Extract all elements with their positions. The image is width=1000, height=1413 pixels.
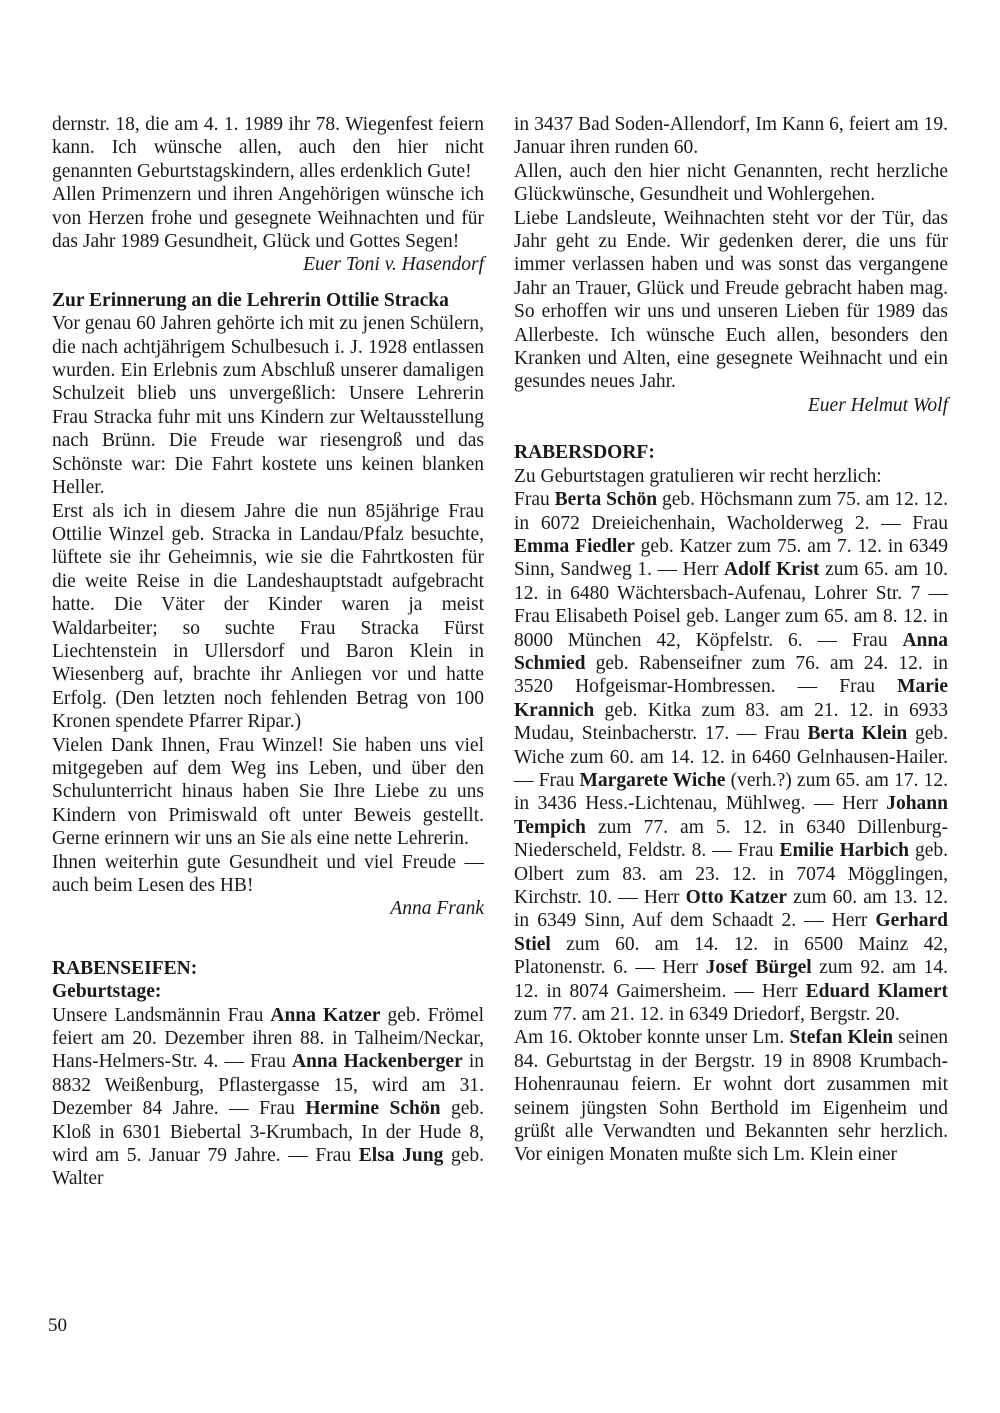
birthday-list: Frau Berta Schön geb. Höchsmann zum 75. am 12. 12. in 6072 Dreieichenhain, Wacholderweg 2. — Frau Emma Fiedler geb. Katzer zum 75. am 7. 12. in 6349 Sinn, Sandweg 1. — Herr Adolf Krist zum 65. am 10. 12. in 6480 Wächtersbach-Aufenau, Lohrer Str. 7 — Frau Elisabeth Poisel geb. Langer zum 65. am 8. 12. in 8000 München 42, Köpfelstr. 6. — Frau Anna Schmied geb. Rabenseifner zum 76. am 24. 12. in 3520 Hofgeismar-Hombressen. — Frau Marie Krannich geb. Kitka zum 83. am 21. 12. in 6933 Mudau, Steinbacherstr. 17. — Frau Berta Klein geb. Wiche zum 60. am 14. 12. in 6460 Gelnhausen-Hailer. — Frau Margarete Wiche (verh.?) zum 65. am 17. 12. in 3436 Hess.-Lichtenau, Mühlweg. — Herr Johann Tempich zum 77. am 5. 12. in 6340 Dillenburg-Niederscheld, Feldstr. 8. — Frau Emilie Harbich geb. Olbert zum 83. am 23. 12. in 7074 Mögglingen, Kirchstr. 10. — Herr Otto Katzer zum 60. am 13. 12. in 6349 Sinn, Auf dem Schaadt 2. — Herr Gerhard Stiel zum 60. am 14. 12. in 6500 Mainz 42, Platonenstr. 6. — Herr Josef Bürgel zum 92. am 14. 12. in 8074 Gaimersheim. — Herr Eduard Klamert zum 77. am 21. 12. in 6349 Driedorf, Bergstr. 20. [514, 489, 949, 1026]
paragraph: Allen, auch den hier nicht Genannten, recht herzliche Glückwünsche, Gesundheit und Wohlergehen. [514, 160, 948, 206]
paragraph: Vielen Dank Ihnen, Frau Winzel! Sie haben uns viel mitgegeben auf dem Weg ins Leben, und über den Schulunterricht hinaus haben Sie Ihre Liebe zu uns Kindern von Primiswald oft unter Beweis gestellt. Gerne erinnern wir uns an Sie als eine nette Lehrerin. [52, 734, 484, 850]
subheading: Geburtstage: [52, 981, 162, 1003]
signature: Euer Helmut Wolf [807, 394, 948, 416]
paragraph: Allen Primenzern und ihren Angehörigen wünsche ich von Herzen frohe und gesegnete Weihnachten und für das Jahr 1989 Gesundheit, Glück und Gottes Segen! [52, 184, 484, 253]
paragraph: Erst als ich in diesem Jahre die nun 85jährige Frau Ottilie Winzel geb. Stracka in Landau/Pfalz besuchte, lüftete sie ihr Geheimnis, wie sie die Fahrtkosten für die weite Reise in die Landeshauptstadt aufgebracht hatte. Die Väter der Kinder waren ja meist Waldarbeiter; so suchte Frau Stracka Fürst Liechtenstein in Ullersdorf und Baron Klein in Wiesenberg auf, brachte ihr Anliegen vor und hatte Erfolg. (Den letzten noch fehlenden Betrag von 100 Kronen spendete Pfarrer Ripar.) [52, 500, 484, 733]
paragraph: dernstr. 18, die am 4. 1. 1989 ihr 78. Wiegenfest feiern kann. Ich wünsche allen, auch den hier nicht genannten Geburtstagskindern, alles erdenklich Gute! [52, 114, 484, 182]
left-column [52, 113, 484, 1191]
right-column [514, 113, 948, 1167]
page-number: 50 [48, 1315, 67, 1336]
birthday-paragraph: Unsere Landsmännin Frau Anna Katzer geb. Frömel feiert am 20. Dezember ihren 88. in Talheim/Neckar, Hans-Helmers-Str. 4. — Frau Anna Hackenberger in 8832 Weißenburg, Pflastergasse 15, wird am 31. Dezember 84 Jahre. — Frau Hermine Schön geb. Kloß in 6301 Biebertal 3-Krumbach, In der Hude 8, wird am 5. Januar 79 Jahre. — Frau Elsa Jung geb. Walter [52, 1004, 485, 1190]
paragraph: Vor genau 60 Jahren gehörte ich mit zu jenen Schülern, die nach achtjährigem Schulbesuch i. J. 1928 entlassen wurden. Ein Erlebnis zum Abschluß unserer damaligen Schulzeit blieb uns unvergeßlich: Unsere Lehrerin Frau Stracka fuhr mit uns Kindern zur Weltausstellung nach Brünn. Die Freude war riesengroß und das Schönste war: Die Fahrt kostete uns keinen blanken Heller. [52, 313, 484, 499]
signature: Euer Toni v. Hasendorf [303, 254, 484, 276]
paragraph: in 3437 Bad Soden-Allendorf, Im Kann 6, feiert am 19. Januar ihren runden 60. [514, 114, 948, 159]
paragraph: Liebe Landsleute, Weihnachten steht vor der Tür, das Jahr geht zu Ende. Wir gedenken derer, die uns für immer verlassen haben und was sonst das vergangene Jahr an Trauer, Glück und Freude gebracht haben mag. So erhoffen wir uns und unseren Lieben für 1989 das Allerbeste. Ich wünsche Euch allen, besonders den Kranken und Alten, eine gesegnete Weihnacht und ein gesundes neues Jahr. [514, 207, 948, 393]
signature: Anna Frank [390, 898, 484, 920]
paragraph: Zu Geburtstagen gratulieren wir recht herzlich: [514, 465, 882, 487]
section-heading: RABERSDORF: [514, 442, 655, 464]
paragraph: Am 16. Oktober konnte unser Lm. Stefan Klein seinen 84. Geburtstag in der Bergstr. 19 in 8908 Krumbach-Hohenraunau feiern. Er wohnt dort zusammen mit seinem jüngsten Sohn Berthold im Eigenheim und grüßt alle Verwandten und Bekannten sehr herzlich. Vor einigen Monaten mußte sich Lm. Klein einer [514, 1027, 948, 1166]
paragraph: Ihnen weiterhin gute Gesundheit und viel Freude — auch beim Lesen des HB! [52, 851, 484, 896]
section-heading: RABENSEIFEN: [52, 957, 198, 979]
article-heading: Zur Erinnerung an die Lehrerin Ottilie Stracka [52, 289, 449, 311]
